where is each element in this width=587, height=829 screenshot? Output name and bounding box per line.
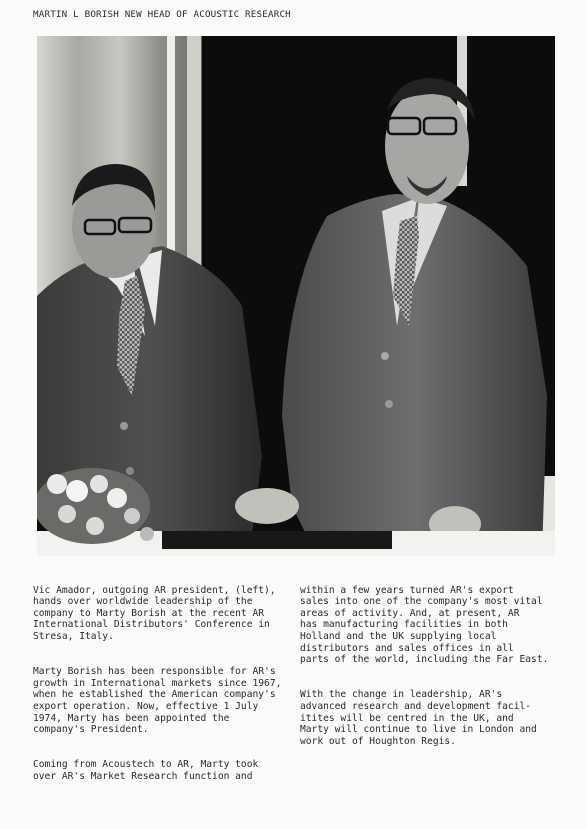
article-column-left [33, 573, 295, 806]
paragraph-export-growth: within a few years turned AR's export sales into one of the company's most vital areas of activity. And, at present, AR has manufacturing facilities in both Holland and the UK supplying local distributors and sales offices in all parts of the world, including the Far East. [300, 584, 549, 666]
paragraph-leadership-change: With the change in leadership, AR's advanced research and development facil- itites will be centred in the UK, and Marty will continue to live in London and work out of Houghton Regis. [300, 689, 537, 747]
article-column-right [300, 573, 582, 771]
paragraph-background: Marty Borish has been responsible for AR's growth in International markets since 1967, when he established the American company's export operation. Now, effective 1 July 1974, Marty has been appointed the company's President. [33, 666, 282, 736]
photograph [37, 36, 555, 556]
paragraph-career: Coming from Acoustech to AR, Marty took over AR's Market Research function and [33, 759, 259, 782]
presentation-case [162, 531, 392, 549]
man-right [235, 78, 547, 556]
paragraph-caption: Vic Amador, outgoing AR president, (left), hands over worldwide leadership of the company to Marty Borish at the recent AR International Distributors' Conference in Stresa, Italy. [33, 584, 276, 642]
article-headline: MARTIN L BORISH NEW HEAD OF ACOUSTIC RESEARCH [33, 9, 291, 20]
